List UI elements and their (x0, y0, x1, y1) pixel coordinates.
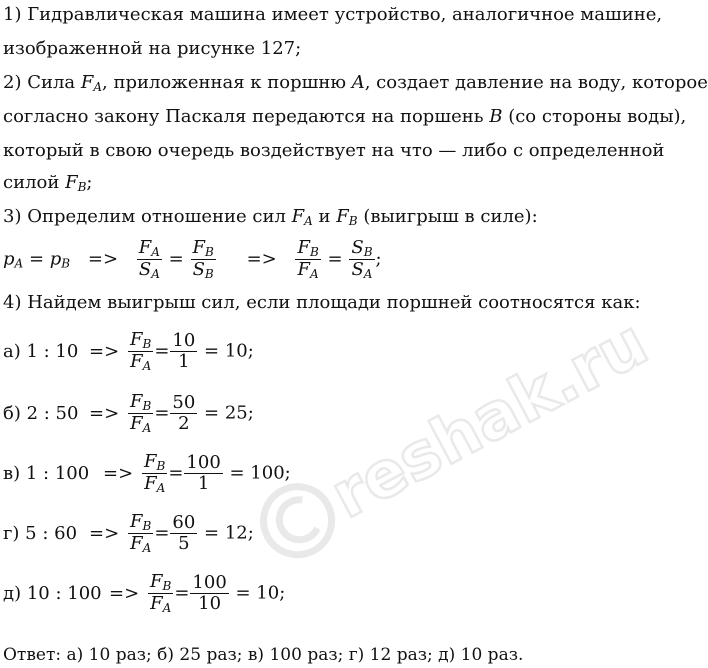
case-fraction-fb-fa: $\frac{F_B}{F_A}$ (144, 451, 166, 496)
case-arrow: => (89, 402, 120, 424)
case-equals: = (154, 402, 170, 424)
svg-text:reshak.ru: reshak.ru (319, 305, 660, 534)
text-line-1: 1) Гидравлическая машина имеет устройство, аналогичное машине, (3, 4, 663, 25)
text-line-4: согласно закону Паскаля передаются на поршень B (со стороны воды), (3, 106, 687, 127)
answer-line: Ответ: а) 10 раз; б) 25 раз; в) 100 раз; г) 12 раз; д) 10 раз. (3, 645, 524, 665)
case-fraction-values: $\frac{60}{5}$ (172, 512, 196, 555)
case-fraction-values: $\frac{50}{2}$ (172, 392, 196, 435)
case-fraction-fb-fa: $\frac{F_B}{F_A}$ (130, 329, 152, 374)
case-label: г) 5 : 60 (3, 522, 78, 544)
fraction-sb-sa: $\frac{S_B}{S_A}$ (351, 237, 373, 282)
text-line-7: 3) Определим отношение сил $F_A$ и $F_B$ (выигрыш в силе): (3, 206, 538, 228)
case-row-2 (3, 392, 254, 435)
case-equals: = (154, 522, 170, 544)
case-arrow: => (89, 522, 120, 544)
case-equals: = (174, 582, 190, 604)
case-fraction-fb-fa: $\frac{F_B}{F_A}$ (130, 511, 152, 556)
case-row-1 (3, 330, 254, 373)
text-line-3: 2) Сила $F_A$, приложенная к поршню A, создает давление на воду, которое (3, 72, 708, 94)
text-line-2: изображенной на рисунке 127; (3, 38, 302, 59)
case-result: = 12; (198, 522, 254, 544)
case-equals: = (168, 462, 184, 484)
fraction-fb-fa: $\frac{F_B}{F_A}$ (297, 237, 319, 282)
case-label: а) 1 : 10 (3, 340, 79, 362)
pascal-equation: $p_A = p_B$ => $\frac{F_A}{S_A}$ = $\frac{F_B}{S_B}$ => $\frac{F_B}{F_A}$ = $\frac{S_B}{S_A}$ ; (3, 237, 382, 282)
case-equals: = (154, 340, 170, 362)
fraction-fb-sb: $\frac{F_B}{S_B}$ (192, 237, 214, 282)
fraction-fa-sa: $\frac{F_A}{S_A}$ (138, 237, 160, 282)
case-arrow: => (103, 462, 134, 484)
case-label: в) 1 : 100 (3, 462, 90, 484)
case-result: = 10; (198, 340, 254, 362)
case-row-5 (3, 572, 285, 615)
case-fraction-fb-fa: $\frac{F_B}{F_A}$ (150, 571, 172, 616)
case-result: = 10; (229, 582, 286, 604)
case-result: = 25; (198, 402, 254, 424)
case-fraction-fb-fa: $\frac{F_B}{F_A}$ (130, 391, 152, 436)
text-line-6: силой $F_B$; (3, 172, 93, 194)
watermark-logo (220, 263, 675, 619)
case-fraction-values: $\frac{100}{10}$ (192, 572, 227, 615)
case-fraction-values: $\frac{100}{1}$ (186, 452, 221, 495)
case-row-4 (3, 512, 254, 555)
case-arrow: => (109, 582, 140, 604)
text-line-5: который в свою очередь воздействует на что — либо с определенной (3, 140, 665, 161)
case-result: = 100; (223, 462, 291, 484)
case-label: б) 2 : 50 (3, 402, 79, 424)
text-line-9: 4) Найдем выигрыш сил, если площади поршней соотносятся как: (3, 292, 641, 313)
case-row-3 (3, 452, 291, 495)
case-fraction-values: $\frac{10}{1}$ (172, 330, 196, 373)
case-label: д) 10 : 100 (3, 582, 102, 604)
case-arrow: => (89, 340, 120, 362)
